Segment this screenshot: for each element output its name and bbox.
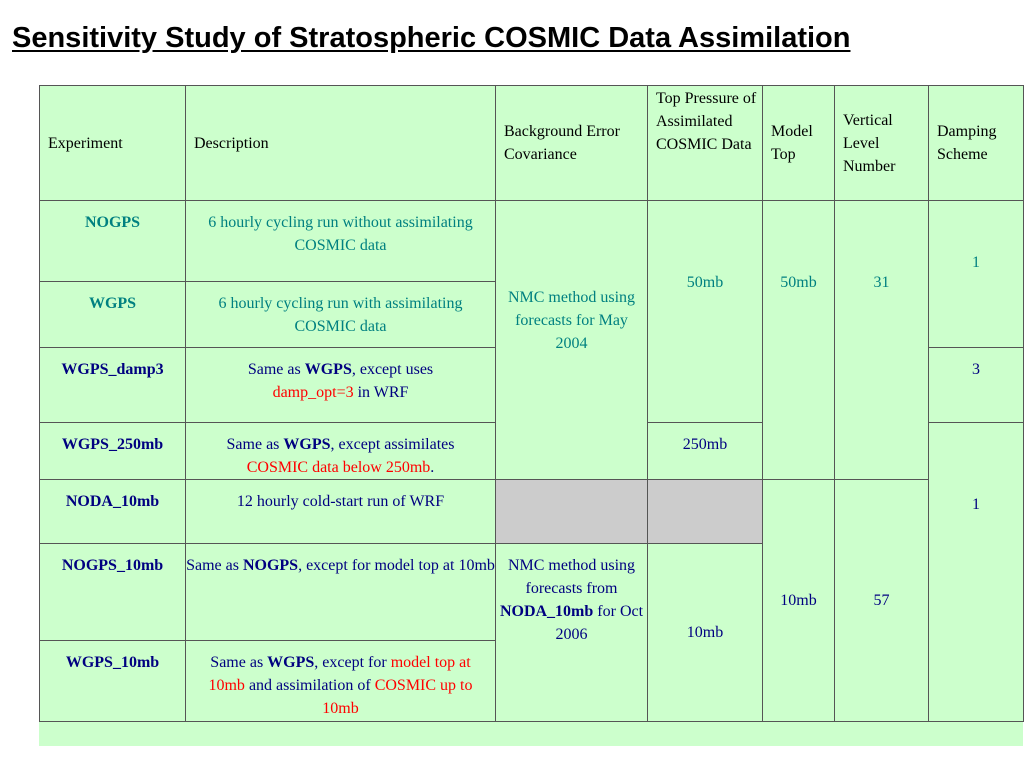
header-damping-scheme: Damping Scheme <box>929 86 1024 201</box>
header-vertical-level: Vertical Level Number <box>835 86 929 201</box>
experiment-name: WGPS <box>40 282 186 348</box>
experiment-name: NOGPS_10mb <box>40 544 186 641</box>
header-row <box>40 86 1024 201</box>
experiment-description: Same as WGPS, except assimilates COSMIC data below 250mb. <box>186 423 496 480</box>
background-cell <box>496 201 648 480</box>
experiment-table <box>39 85 1024 722</box>
background-cell: NMC method using forecasts from NODA_10mb for Oct 2006 <box>496 544 648 722</box>
table-row <box>40 201 1024 282</box>
damping-cell: 3 <box>929 348 1024 423</box>
background-text: NMC method using forecasts for May 2004 <box>507 288 636 352</box>
experiment-name: NOGPS <box>40 201 186 282</box>
page-title: Sensitivity Study of Stratospheric COSMIC Data Assimilation <box>12 22 851 54</box>
top-pressure-cell: 250mb <box>648 423 763 480</box>
experiment-description: 6 hourly cycling run with assimilating COSMIC data <box>186 282 496 348</box>
header-description: Description <box>186 86 496 201</box>
header-model-top: Model Top <box>763 86 835 201</box>
top-pressure-cell: 50mb <box>648 201 763 423</box>
damping-cell: 1 <box>929 423 1024 722</box>
damping-cell: 1 <box>929 201 1024 348</box>
header-top-pressure: Top Pressure of Assimilated COSMIC Data <box>648 86 763 201</box>
empty-gray-cell <box>648 480 763 544</box>
experiment-table-panel <box>39 85 1023 746</box>
experiment-name: WGPS_250mb <box>40 423 186 480</box>
experiment-name: WGPS_damp3 <box>40 348 186 423</box>
model-top-cell: 10mb <box>763 480 835 722</box>
experiment-description: 12 hourly cold-start run of WRF <box>186 480 496 544</box>
experiment-name: NODA_10mb <box>40 480 186 544</box>
top-pressure-cell: 10mb <box>648 544 763 722</box>
vertical-level-cell: 57 <box>835 480 929 722</box>
table-row <box>40 480 1024 544</box>
empty-gray-cell <box>496 480 648 544</box>
experiment-name: WGPS_10mb <box>40 641 186 722</box>
header-background-error: Background Error Covariance <box>496 86 648 201</box>
header-experiment: Experiment <box>40 86 186 201</box>
vertical-level-cell: 31 <box>835 201 929 480</box>
experiment-description: Same as WGPS, except for model top at 10mb and assimilation of COSMIC up to 10mb <box>186 641 496 722</box>
experiment-description: Same as WGPS, except uses damp_opt=3 in WRF <box>186 348 496 423</box>
model-top-cell: 50mb <box>763 201 835 480</box>
experiment-description: 6 hourly cycling run without assimilating COSMIC data <box>186 201 496 282</box>
experiment-description: Same as NOGPS, except for model top at 10mb <box>186 544 496 641</box>
